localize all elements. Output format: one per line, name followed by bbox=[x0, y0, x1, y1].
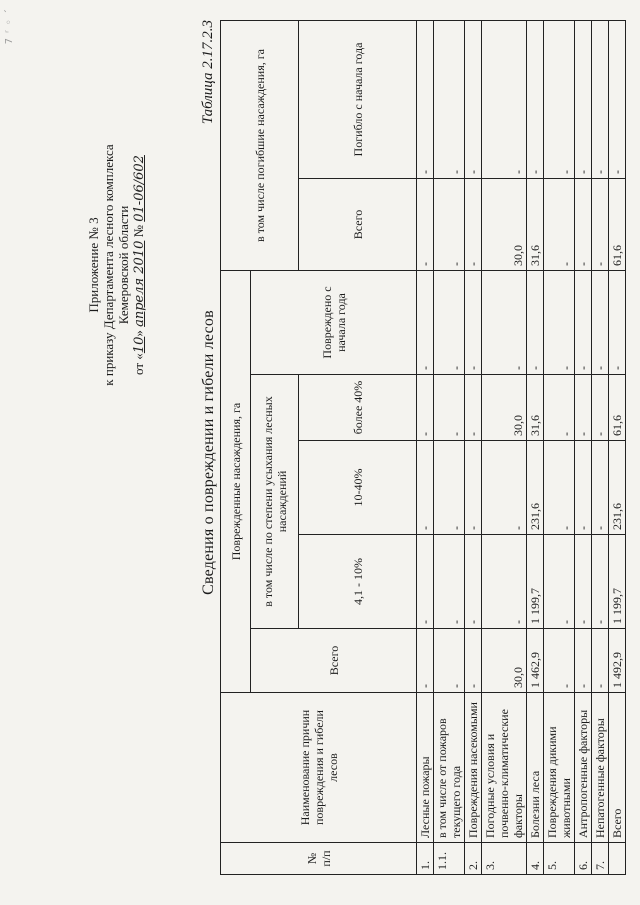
row-total: - bbox=[544, 629, 575, 693]
row-num: 3. bbox=[482, 843, 527, 875]
order-number: 01-06/602 bbox=[132, 155, 147, 222]
row-num: 2. bbox=[465, 843, 482, 875]
row-degree-3: - bbox=[417, 375, 434, 441]
row-since-year: - bbox=[527, 270, 544, 374]
row-dead-total: - bbox=[575, 178, 592, 270]
row-degree-2: - bbox=[465, 441, 482, 535]
row-since-year: - bbox=[417, 270, 434, 374]
row-degree-1: - bbox=[482, 535, 527, 629]
row-cause: Повреждения дикими животными bbox=[544, 693, 575, 843]
order-day: 10 bbox=[132, 336, 147, 354]
row-cause: Непатогенные факторы bbox=[592, 693, 609, 843]
row-num: 1. bbox=[417, 843, 434, 875]
row-total: - bbox=[417, 629, 434, 693]
row-degree-3: - bbox=[465, 375, 482, 441]
row-degree-3: - bbox=[544, 375, 575, 441]
appendix-line-2: к приказу Департамента лесного комплекса bbox=[101, 144, 116, 386]
row-dead-since: - bbox=[482, 20, 527, 178]
row-degree-1: 1 199,7 bbox=[527, 535, 544, 629]
row-cause: Антропогенные факторы bbox=[575, 693, 592, 843]
row-degree-3: - bbox=[434, 375, 465, 441]
row-num bbox=[609, 843, 626, 875]
row-degree-1: - bbox=[575, 535, 592, 629]
row-degree-2: - bbox=[434, 441, 465, 535]
row-degree-3: 31,6 bbox=[527, 375, 544, 441]
row-total: - bbox=[434, 629, 465, 693]
order-mid: » bbox=[131, 326, 146, 337]
row-dead-since: - bbox=[609, 20, 626, 178]
appendix-line-3: Кемеровской области bbox=[116, 205, 131, 325]
appendix-line-1: Приложение № 3 bbox=[86, 217, 101, 313]
table-row bbox=[482, 20, 527, 874]
row-degree-1: 1 199,7 bbox=[609, 535, 626, 629]
row-dead-since: - bbox=[417, 20, 434, 178]
row-degree-1: - bbox=[592, 535, 609, 629]
row-dead-total: - bbox=[434, 178, 465, 270]
order-number-label: № bbox=[131, 221, 146, 241]
header-damaged-total: Всего bbox=[251, 629, 417, 693]
row-degree-2: - bbox=[544, 441, 575, 535]
row-dead-total: 30,0 bbox=[482, 178, 527, 270]
row-num: 6. bbox=[575, 843, 592, 875]
row-cause: Всего bbox=[609, 693, 626, 843]
row-dead-total: - bbox=[417, 178, 434, 270]
row-since-year: - bbox=[465, 270, 482, 374]
row-degree-2: - bbox=[575, 441, 592, 535]
table-row bbox=[527, 20, 544, 874]
header-degree-1: 4,1 - 10% bbox=[299, 535, 417, 629]
order-month: апреля 2010 bbox=[132, 240, 147, 327]
table-row bbox=[465, 20, 482, 874]
row-since-year: - bbox=[482, 270, 527, 374]
corner-scan-mark: 7 ʳ ◦ ˊ bbox=[4, 8, 15, 45]
row-total: 1 492,9 bbox=[609, 629, 626, 693]
row-dead-since: - bbox=[527, 20, 544, 178]
row-degree-2: 231,6 bbox=[609, 441, 626, 535]
row-since-year: - bbox=[544, 270, 575, 374]
row-degree-2: - bbox=[482, 441, 527, 535]
row-dead-total: 61,6 bbox=[609, 178, 626, 270]
damage-table bbox=[220, 20, 626, 875]
header-cause: Наименование причин повреждения и гибели лесов bbox=[221, 693, 417, 843]
row-dead-total: 31,6 bbox=[527, 178, 544, 270]
header-num: № п/п bbox=[221, 843, 417, 875]
table-number: Таблица 2.17.2.3 bbox=[200, 20, 216, 125]
row-degree-3: - bbox=[575, 375, 592, 441]
row-dead-since: - bbox=[434, 20, 465, 178]
table-row bbox=[417, 20, 434, 874]
page-title: Сведения о повреждении и гибели лесов bbox=[200, 310, 217, 595]
table-row bbox=[434, 20, 465, 874]
order-reference bbox=[131, 115, 147, 415]
row-degree-2: 231,6 bbox=[527, 441, 544, 535]
header-since-year: Повреждено с начала года bbox=[251, 270, 417, 374]
row-cause: в том числе от пожаров текущего года bbox=[434, 693, 465, 843]
row-dead-since: - bbox=[465, 20, 482, 178]
row-total: - bbox=[575, 629, 592, 693]
row-since-year: - bbox=[434, 270, 465, 374]
row-since-year: - bbox=[609, 270, 626, 374]
row-dead-total: - bbox=[544, 178, 575, 270]
row-cause: Лесные пожары bbox=[417, 693, 434, 843]
row-degree-2: - bbox=[417, 441, 434, 535]
row-total: 1 462,9 bbox=[527, 629, 544, 693]
row-total: - bbox=[465, 629, 482, 693]
row-num: 4. bbox=[527, 843, 544, 875]
row-dead-total: - bbox=[592, 178, 609, 270]
row-degree-2: - bbox=[592, 441, 609, 535]
table-row bbox=[592, 20, 609, 874]
row-degree-3: 30,0 bbox=[482, 375, 527, 441]
header-degree-3: более 40% bbox=[299, 375, 417, 441]
row-num: 1.1. bbox=[434, 843, 465, 875]
row-cause: Погодные условия и почвенно-климатические факторы bbox=[482, 693, 527, 843]
appendix-header bbox=[86, 115, 147, 415]
header-degree: в том числе по степени усыхания лесных насаждений bbox=[251, 375, 299, 629]
row-dead-total: - bbox=[465, 178, 482, 270]
header-dead-since: Погибло с начала года bbox=[299, 20, 417, 178]
row-degree-1: - bbox=[417, 535, 434, 629]
row-since-year: - bbox=[592, 270, 609, 374]
row-degree-1: - bbox=[544, 535, 575, 629]
header-dead-total: Всего bbox=[299, 178, 417, 270]
table-row bbox=[575, 20, 592, 874]
row-cause: Болезни леса bbox=[527, 693, 544, 843]
row-dead-since: - bbox=[575, 20, 592, 178]
row-num: 7. bbox=[592, 843, 609, 875]
row-degree-3: - bbox=[592, 375, 609, 441]
header-damaged: Поврежденные насаждения, га bbox=[221, 270, 251, 692]
row-dead-since: - bbox=[592, 20, 609, 178]
row-degree-1: - bbox=[434, 535, 465, 629]
row-degree-1: - bbox=[465, 535, 482, 629]
header-dead: в том числе погибшие насаждения, га bbox=[221, 20, 299, 270]
row-since-year: - bbox=[575, 270, 592, 374]
row-num: 5. bbox=[544, 843, 575, 875]
row-degree-3: 61,6 bbox=[609, 375, 626, 441]
row-total: - bbox=[592, 629, 609, 693]
table-row bbox=[544, 20, 575, 874]
header-degree-2: 10-40% bbox=[299, 441, 417, 535]
row-total: 30,0 bbox=[482, 629, 527, 693]
row-cause: Повреждения насекомыми bbox=[465, 693, 482, 843]
row-dead-since: - bbox=[544, 20, 575, 178]
order-prefix: от « bbox=[131, 353, 146, 375]
total-row bbox=[609, 20, 626, 874]
